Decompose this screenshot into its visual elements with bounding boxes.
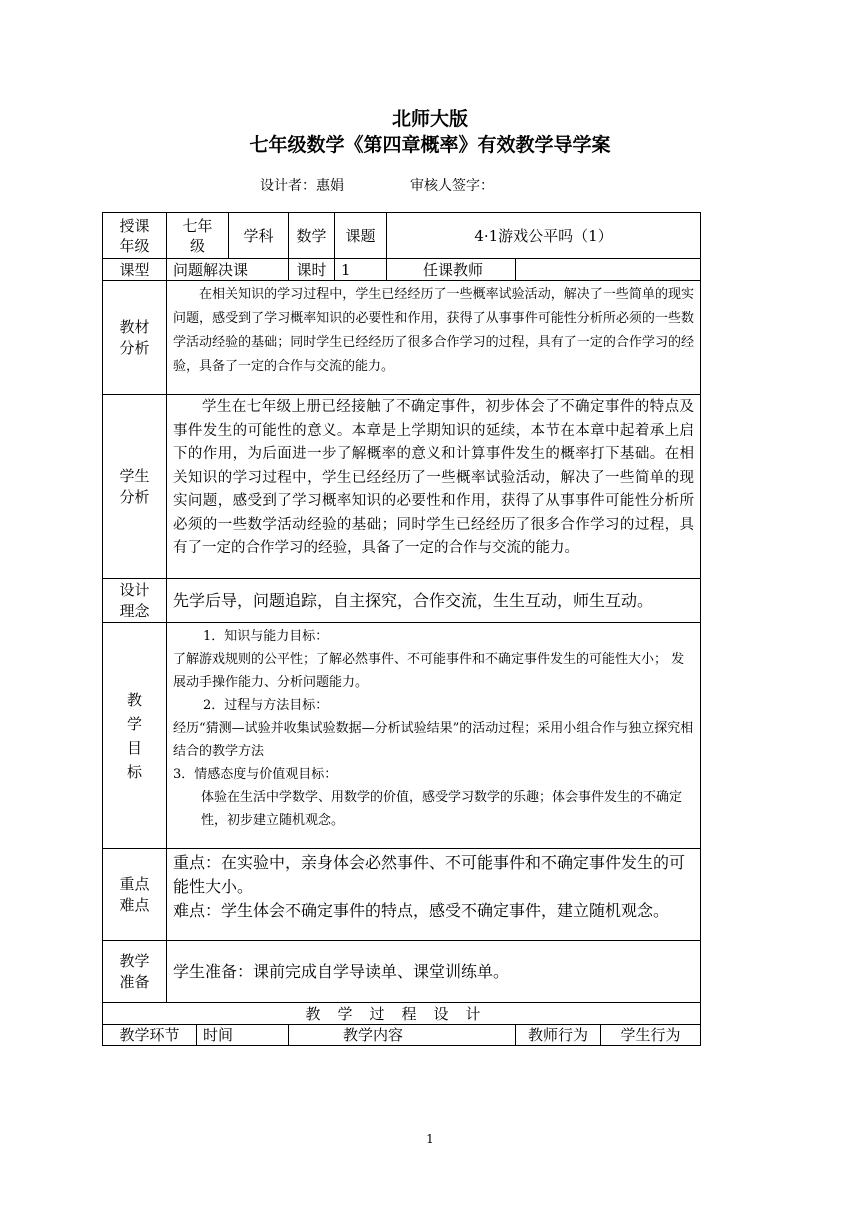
textbook-analysis-cell <box>167 281 701 395</box>
process-title: 教学过程设计 <box>103 1003 701 1025</box>
grade-label: 授课年级 <box>103 213 167 259</box>
goal-1-heading: 1．知识与能力目标： <box>203 629 329 644</box>
lesson-type-label: 课型 <box>103 259 167 281</box>
col-teacher: 教师行为 <box>516 1025 601 1046</box>
col-stage: 教学环节 <box>103 1025 197 1046</box>
col-student: 学生行为 <box>601 1025 701 1046</box>
col-content: 教学内容 <box>289 1025 516 1046</box>
subject-label: 学科 <box>229 213 289 259</box>
hours-value: 1 <box>335 259 387 281</box>
teaching-goals-row <box>103 623 701 849</box>
textbook-analysis-row <box>103 281 701 395</box>
textbook-analysis-text: 在相关知识的学习过程中，学生已经经历了一些概率试验活动，解决了一些简单的现实问题，感受到了学习概率知识的必要性和作用，获得了从事事件可能性分析所必须的一些数学活动经验的基础；同时学生已经经历了很多合作学习的过程，具有了一定的合作学习的经验，具备了一定的合作与交流的能力。 <box>173 287 695 374</box>
goal-1-text: 了解游戏规则的公平性；了解必然事件、不可能事件和不确定事件发生的可能性大小； 发展动手操作能力、分析问题能力。 <box>173 652 685 690</box>
hours-label: 课时 <box>289 259 335 281</box>
page-number: 1 <box>426 1132 434 1146</box>
student-analysis-cell <box>167 395 701 579</box>
subject-value: 数学 <box>289 213 335 259</box>
info-row-1 <box>103 213 701 259</box>
lesson-plan-table <box>102 212 701 1046</box>
textbook-analysis-label: 教材分析 <box>103 281 167 395</box>
preparation-row <box>103 941 701 1003</box>
document-title: 七年级数学《第四章概率》有效教学导学案 <box>249 134 611 156</box>
goal-3-heading: 3．情感态度与价值观目标： <box>173 767 338 782</box>
key-points-label: 重点难点 <box>103 849 167 941</box>
topic-label: 课题 <box>335 213 387 259</box>
process-header-row <box>103 1025 701 1046</box>
reviewer-line: 审核人签字： <box>410 178 494 194</box>
grade-value: 七年级 <box>167 213 229 259</box>
student-analysis-label: 学生分析 <box>103 395 167 579</box>
col-time: 时间 <box>197 1025 289 1046</box>
teacher-label: 任课教师 <box>387 259 516 281</box>
key-points-row <box>103 849 701 941</box>
focus-text: 重点：在实验中，亲身体会必然事件、不可能事件和不确定事件发生的可能性大小。 <box>173 853 686 896</box>
info-row-2 <box>103 259 701 281</box>
teacher-value <box>516 259 701 281</box>
design-concept-text: 先学后导，问题追踪，自主探究，合作交流，生生互动，师生互动。 <box>167 579 701 623</box>
designer-line: 设计者：惠娟 <box>260 178 344 194</box>
process-title-row <box>103 1003 701 1025</box>
edition-title: 北师大版 <box>391 108 468 130</box>
student-analysis-text: 学生在七年级上册已经接触了不确定事件，初步体会了不确定事件的特点及事件发生的可能性的意义。本章是上学期知识的延续，本节在本章中起着承上启下的作用，为后面进一步了解概率的意义和计算事件发生的概率打下基础。在相关知识的学习过程中，学生已经经历了一些概率试验活动，解决了一些简单的现实问题，感受到了学习概率知识的必要性和作用，获得了从事事件可能性分析所必须的一些数学活动经验的基础；同时学生已经经历了很多合作学习的过程，具有了一定的合作学习的经验，具备了一定的合作与交流的能力。 <box>173 399 695 556</box>
student-analysis-row <box>103 395 701 579</box>
design-concept-label: 设计理念 <box>103 579 167 623</box>
teaching-goals-label: 教学目标 <box>103 623 167 849</box>
teaching-goals-cell <box>167 623 701 849</box>
topic-value: 4·1游戏公平吗（1） <box>387 213 701 259</box>
key-points-cell <box>167 849 701 941</box>
lesson-type-value: 问题解决课 <box>167 259 289 281</box>
goal-3-text: 体验在生活中学数学、用数学的价值，感受学习数学的乐趣；体会事件发生的不确定性，初步建立随机观念。 <box>201 790 683 828</box>
difficulty-text: 难点：学生体会不确定事件的特点，感受不确定事件，建立随机观念。 <box>173 901 670 920</box>
goal-2-text: 经历“猜测—试验并收集试验数据—分析试验结果”的活动过程；采用小组合作与独立探究相结合的教学方法 <box>173 721 694 759</box>
goal-2-heading: 2．过程与方法目标： <box>203 698 329 713</box>
preparation-text: 学生准备：课前完成自学导读单、课堂训练单。 <box>167 941 701 1003</box>
design-concept-row <box>103 579 701 623</box>
preparation-label: 教学准备 <box>103 941 167 1003</box>
